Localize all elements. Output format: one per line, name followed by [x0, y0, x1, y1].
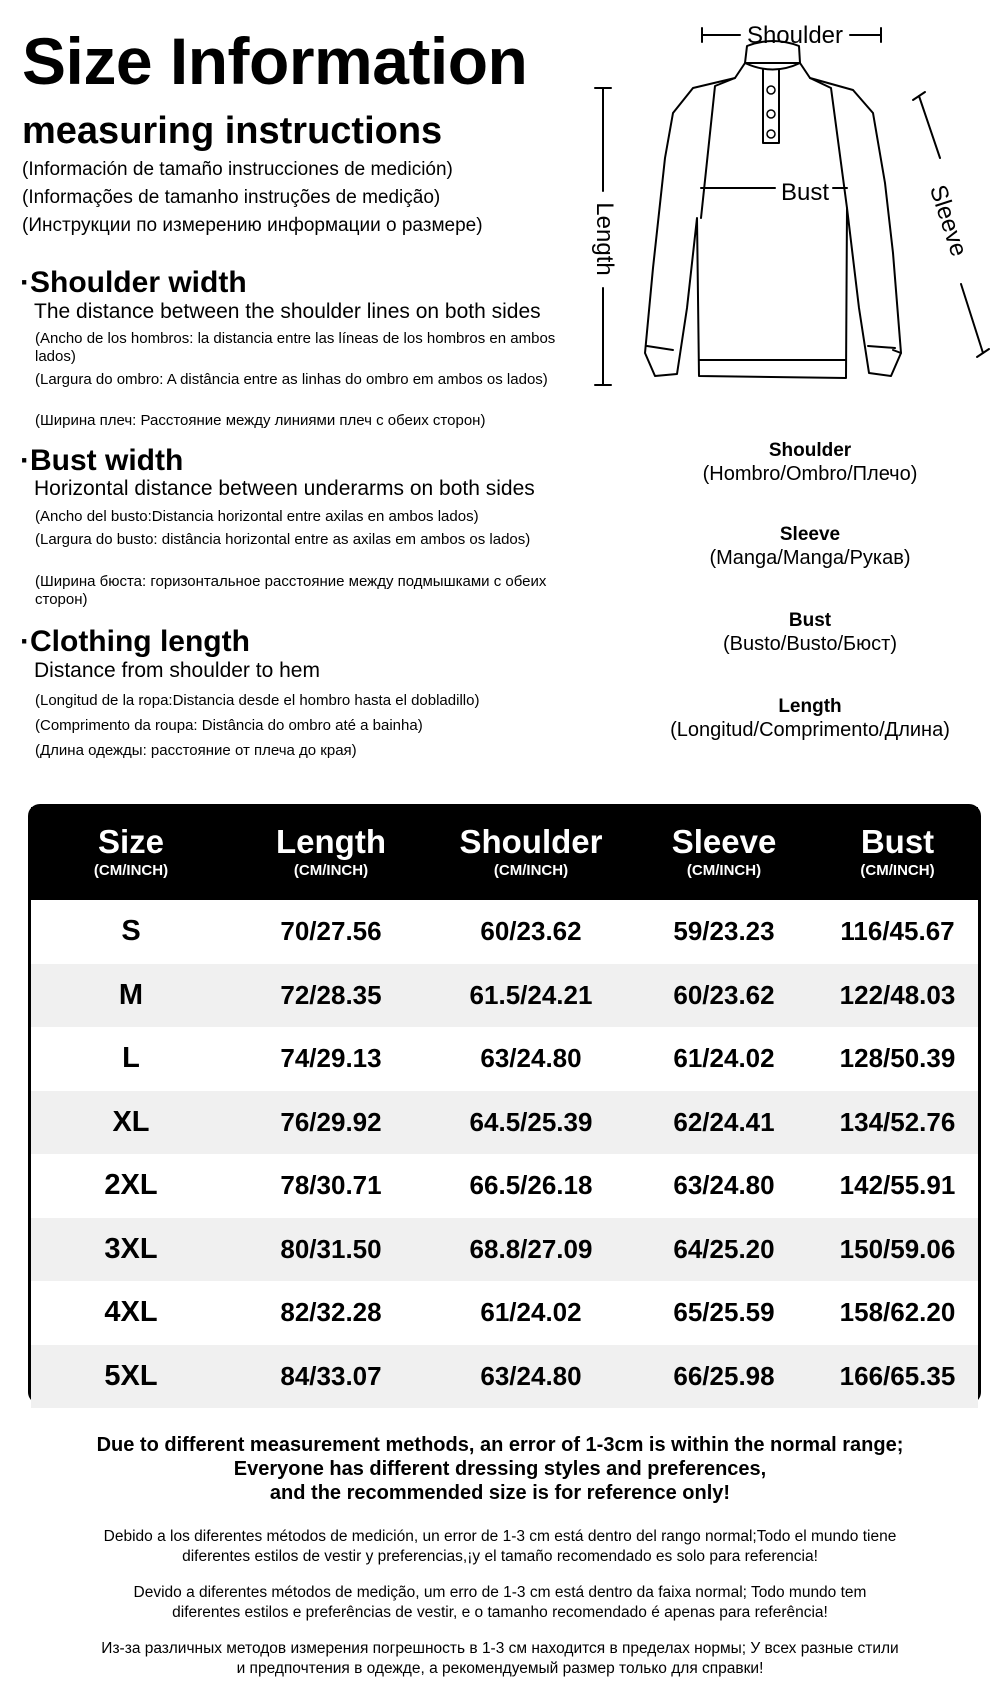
subtitle-russian: (Инструкции по измерению информации о размере): [22, 215, 483, 236]
cell-shoulder: 61.5/24.21: [469, 979, 593, 1010]
diagram-label-sleeve: Sleeve: [923, 181, 973, 260]
table-row: [31, 964, 978, 1028]
header-sleeve: [631, 807, 817, 900]
cell-size: 2XL: [104, 1169, 158, 1202]
section-heading-shoulder: ·Shoulder width: [20, 266, 247, 299]
cell-size: 3XL: [104, 1232, 158, 1265]
legend-item-bust: [625, 610, 995, 656]
table-header: [31, 807, 978, 900]
disclaimer-line: diferentes estilos de vestir y preferencias,¡y el tamaño recomendado es solo para referencia!: [182, 1548, 818, 1565]
section-tr-length-es: (Longitud de la ropa:Distancia desde el hombro hasta el dobladillo): [35, 692, 480, 709]
cell-bust: 158/62.20: [839, 1297, 956, 1328]
legend-name: Shoulder: [768, 440, 852, 461]
header-size: [31, 807, 231, 900]
cell-shoulder: 64.5/25.39: [469, 1106, 593, 1137]
header-name: Sleeve: [671, 823, 777, 860]
table-row: [31, 1218, 978, 1282]
table-row: [31, 1154, 978, 1218]
cell-bust: 122/48.03: [839, 979, 956, 1010]
legend-item-shoulder: [625, 440, 995, 486]
cell-bust: 150/59.06: [839, 1233, 956, 1264]
garment-diagram: [591, 8, 995, 408]
table-row: [31, 1345, 978, 1409]
section-tr-bust-pt: (Largura do busto: distância horizontal entre as axilas em ambos os lados): [35, 531, 531, 548]
header-name: Size: [97, 823, 165, 860]
table-row: [31, 900, 978, 964]
disclaimer-line: Everyone has different dressing styles and preferences,: [233, 1458, 767, 1480]
legend-item-length: [625, 696, 995, 742]
subtitle-portuguese: (Informações de tamanho instruções de medição): [22, 187, 441, 208]
cell-length: 72/28.35: [280, 979, 382, 1010]
cell-size: 5XL: [104, 1359, 158, 1392]
header-bust: [817, 807, 978, 900]
disclaimer-line: Due to different measurement methods, an error of 1-3cm is within the normal range;: [96, 1434, 904, 1456]
legend-item-sleeve: [625, 524, 995, 570]
legend-translation: (Longitud/Comprimento/Длина): [670, 719, 950, 741]
cell-sleeve: 65/25.59: [673, 1297, 775, 1328]
section-desc-length: Distance from shoulder to hem: [34, 659, 320, 682]
disclaimer-line: и предпочтения в одежде, а рекомендуемый размер только для справки!: [236, 1660, 764, 1677]
section-tr-bust-ru: (Ширина бюста: горизонтальное расстояние между подмышками с обеих сторон): [35, 573, 547, 608]
cell-length: 70/27.56: [280, 916, 382, 947]
table-row: [31, 1027, 978, 1091]
cell-bust: 116/45.67: [840, 916, 955, 947]
section-desc-bust: Horizontal distance between underarms on both sides: [34, 477, 535, 500]
section-tr-bust-es: (Ancho del busto:Distancia horizontal entre axilas en ambos lados): [35, 508, 479, 525]
header-unit: (CM/INCH): [686, 862, 762, 879]
disclaimer-portuguese: [20, 1583, 980, 1623]
cell-sleeve: 63/24.80: [673, 1170, 775, 1201]
page-subtitle: measuring instructions: [22, 110, 443, 152]
disclaimer-spanish: [20, 1527, 980, 1567]
cell-sleeve: 61/24.02: [673, 1043, 775, 1074]
cell-size: XL: [112, 1105, 150, 1138]
legend-translation: (Busto/Busto/Бюст): [722, 633, 897, 655]
disclaimer-line: diferentes estilos e preferências de vestir, e o tamanho recomendado é apenas para referência!: [172, 1604, 828, 1621]
cell-size: L: [122, 1042, 140, 1075]
cell-bust: 134/52.76: [839, 1106, 956, 1137]
header-name: Length: [276, 823, 386, 860]
cell-length: 76/29.92: [280, 1106, 382, 1137]
section-tr-length-pt: (Comprimento da roupa: Distância do ombro até a bainha): [35, 717, 423, 734]
disclaimer-english: [20, 1433, 980, 1505]
cell-bust: 166/65.35: [839, 1360, 956, 1391]
section-heading-bust: ·Bust width: [20, 444, 184, 477]
section-tr-shoulder-pt: (Largura do ombro: A distância entre as linhas do ombro em ambos os lados): [35, 371, 548, 388]
cell-sleeve: 66/25.98: [673, 1360, 775, 1391]
legend-translation: (Manga/Manga/Рукав): [709, 547, 911, 569]
size-table: [28, 804, 981, 1404]
header-length: [231, 807, 431, 900]
table-row: [31, 1091, 978, 1155]
cell-sleeve: 59/23.23: [673, 916, 775, 947]
header-unit: (CM/INCH): [293, 862, 369, 879]
cell-length: 82/32.28: [280, 1297, 382, 1328]
cell-shoulder: 60/23.62: [480, 916, 582, 947]
cell-size: S: [121, 915, 141, 948]
disclaimer-line: Devido a diferentes métodos de medição, um erro de 1-3 cm está dentro da faixa normal; Todo mundo tem: [133, 1584, 867, 1601]
cell-size: M: [118, 978, 144, 1011]
cell-shoulder: 68.8/27.09: [469, 1233, 593, 1264]
cell-sleeve: 64/25.20: [673, 1233, 775, 1264]
header-unit: (CM/INCH): [493, 862, 569, 879]
cell-shoulder: 61/24.02: [480, 1297, 582, 1328]
diagram-label-shoulder: Shoulder: [746, 22, 844, 49]
cell-bust: 128/50.39: [839, 1043, 956, 1074]
header-unit: (CM/INCH): [860, 862, 935, 879]
cell-length: 74/29.13: [280, 1043, 382, 1074]
disclaimer-line: and the recommended size is for reference only!: [269, 1482, 731, 1504]
legend-translation: (Hombro/Ombro/Плечо): [702, 463, 918, 485]
disclaimer-line: Из-за различных методов измерения погрешность в 1-3 см находится в пределах нормы; У всех разные стили: [101, 1640, 899, 1657]
subtitle-spanish: (Información de tamaño instrucciones de medición): [22, 159, 453, 180]
header-shoulder: [431, 807, 631, 900]
header-unit: (CM/INCH): [93, 862, 169, 879]
legend-name: Sleeve: [779, 524, 841, 545]
section-tr-shoulder-es: (Ancho de los hombros: la distancia entre las líneas de los hombros en ambos lados): [35, 330, 556, 365]
cell-length: 84/33.07: [280, 1360, 382, 1391]
cell-sleeve: 60/23.62: [673, 979, 775, 1010]
section-tr-shoulder-ru: (Ширина плеч: Расстояние между линиями плеч с обеих сторон): [35, 412, 486, 429]
legend-name: Bust: [788, 610, 832, 631]
cell-length: 78/30.71: [280, 1170, 382, 1201]
cell-sleeve: 62/24.41: [673, 1106, 775, 1137]
diagram-label-bust: Bust: [780, 179, 830, 206]
cell-length: 80/31.50: [280, 1233, 382, 1264]
section-tr-length-ru: (Длина одежды: расстояние от плеча до края): [35, 742, 357, 759]
cell-shoulder: 63/24.80: [480, 1360, 582, 1391]
cell-bust: 142/55.91: [839, 1170, 956, 1201]
header-name: Shoulder: [459, 823, 603, 860]
disclaimer-russian: [20, 1639, 980, 1679]
legend-name: Length: [778, 696, 842, 717]
header-name: Bust: [860, 823, 935, 860]
disclaimer-line: Debido a los diferentes métodos de medición, un error de 1-3 cm está dentro del rango normal;Todo el mundo tiene: [103, 1528, 897, 1545]
cell-shoulder: 63/24.80: [480, 1043, 582, 1074]
cell-size: 4XL: [104, 1296, 158, 1329]
page-title: Size Information: [22, 24, 528, 98]
table-row: [31, 1281, 978, 1345]
diagram-label-length: Length: [591, 202, 618, 276]
section-desc-shoulder: The distance between the shoulder lines on both sides: [34, 300, 541, 323]
section-heading-length: ·Clothing length: [20, 625, 250, 658]
cell-shoulder: 66.5/26.18: [469, 1170, 593, 1201]
